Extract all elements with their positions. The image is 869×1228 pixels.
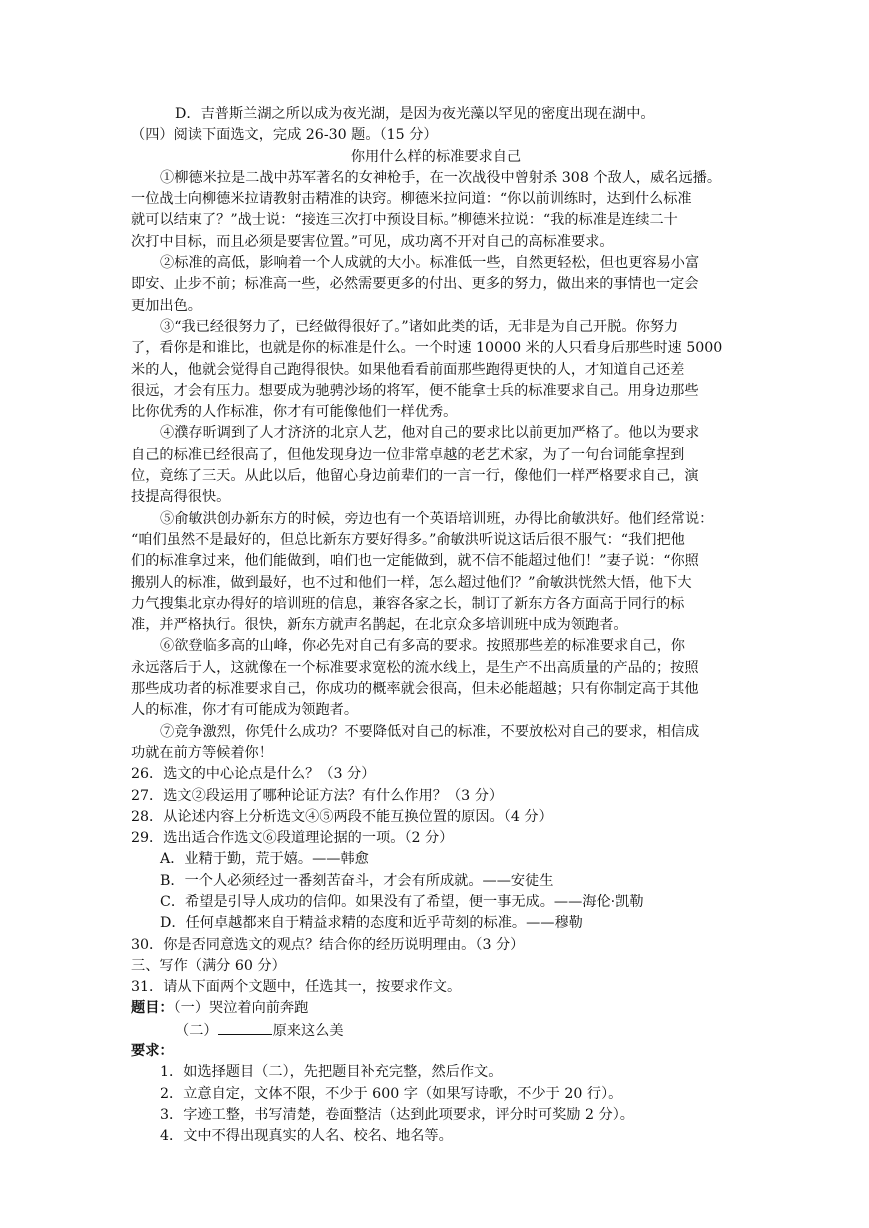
question-31: 31．请从下面两个文题中，任选其一，按要求作文。 [131,979,462,996]
topic-one: （一）哭泣着向前奔跑 [173,1000,309,1017]
question-28: 28．从论述内容上分析选文④⑤两段不能互换位置的原因。（4 分） [131,808,553,825]
article-line: 力气搜集北京办得好的培训班的信息，兼容各家之长，制订了新东方各方面高于同行的标 [131,595,685,612]
topic-one-line [131,998,741,1019]
topic-two-suffix: 原来这么美 [272,1022,344,1039]
article-line: 比你优秀的人作标准，你才有可能像他们一样优秀。 [131,404,458,421]
article-line: ②标准的高低，影响着一个人成就的大小。标准低一些，自然更轻松，但也更容易小富 [160,255,700,272]
article-line: 了，看你是和谁比，也就是你的标准是什么。一个时速 10000 米的人只看身后那些时速 5000 [131,340,723,357]
section-three-heading: 三、写作（满分 60 分） [131,957,286,974]
question-29-option-a: A．业精于勤，荒于嬉。——韩愈 [160,851,369,868]
article-line: 即安、止步不前；标准高一些，必然需要更多的付出、更多的努力，做出来的事情也一定会 [131,276,699,293]
question-29-option-b: B．一个人必须经过一番刻苦奋斗，才会有所成就。——安徒生 [160,872,554,889]
article-line: 就可以结束了？”战士说：“接连三次打中预设目标。”柳德米拉说：“我的标准是连续二十 [131,212,678,229]
topic-two-prefix: （二） [175,1022,218,1039]
requirement-item: 4．文中不得出现真实的人名、校名、地名等。 [160,1128,453,1145]
article-line: “咱们虽然不是最好的，但总比新东方要好得多。”俞敏洪听说这话后很不服气：“我们把他 [131,531,685,548]
article-line: 很远，才会有压力。想要成为驰骋沙场的将军，便不能拿士兵的标准要求自己。用身边那些 [131,382,699,399]
question-30: 30．你是否同意选文的观点？结合你的经历说明理由。（3 分） [131,936,525,953]
question-29: 29．选出适合作选文⑥段道理论据的一项。（2 分） [131,830,454,847]
article-line: 那些成功者的标准要求自己，你成功的概率就会很高，但未必能超越；只有你制定高于其他 [131,681,699,698]
article-line: 搬别人的标准，做到最好，也不过和他们一样，怎么超过他们？”俞敏洪恍然大悟，他下大 [131,574,692,591]
question-27: 27．选文②段运用了哪种论证方法？有什么作用？（3 分） [131,787,504,804]
article-title: 你用什么样的标准要求自己 [350,148,522,165]
requirement-item: 3．字迹工整，书写清楚，卷面整洁（达到此项要求，评分时可奖励 2 分）。 [160,1106,634,1123]
article-line: 米的人，他就会觉得自己跑得很快。如果他看看前面那些跑得更快的人，才知道自己还差 [131,361,685,378]
article-line: ⑤俞敏洪创办新东方的时候，旁边也有一个英语培训班，办得比俞敏洪好。他们经常说： [160,510,714,527]
article-line: 功就在前方等候着你！ [131,744,273,761]
requirements-heading: 要求： [131,1043,174,1060]
article-line: ③“我已经很努力了，已经做得很好了。”诸如此类的话，无非是为自己开脱。你努力 [160,318,679,335]
article-line: ⑦竞争激烈，你凭什么成功？不要降低对自己的标准，不要放松对自己的要求，相信成 [160,723,700,740]
topic-two-blank[interactable] [218,1020,272,1035]
article-line: 永远落后于人，这就像在一个标准要求宽松的流水线上，是生产不出高质量的产品的；按照 [131,659,699,676]
article-line: 更加出色。 [131,297,202,314]
article-line: 技提高得很快。 [131,489,231,506]
article-line: ①柳德米拉是二战中苏军著名的女神枪手，在一次战役中曾射杀 308 个敌人，威名远播。 [160,169,722,186]
article-line: 次打中目标，而且必须是要害位置。”可见，成功离不开对自己的高标准要求。 [131,233,614,250]
question-26: 26．选文的中心论点是什么？（3 分） [131,766,376,783]
requirement-item: 2．立意自定，文体不限，不少于 600 字（如果写诗歌，不少于 20 行）。 [160,1085,623,1102]
page-content [131,104,741,1148]
topic-label: 题目： [131,1000,174,1017]
option-d-previous: D．吉普斯兰湖之所以成为夜光湖，是因为夜光藻以罕见的密度出现在湖中。 [175,106,655,122]
requirement-item: 1．如选择题目（二），先把题目补充完整，然后作文。 [160,1064,503,1081]
article-line: 们的标准拿过来，他们能做到，咱们也一定能做到，就不信不能超过他们！”妻子说：“你照 [131,553,699,570]
article-line: 准，并严格执行。很快，新东方就声名鹊起，在北京众多培训班中成为领跑者。 [131,617,628,634]
article-line: ④濮存昕调到了人才济济的北京人艺，他对自己的要求比以前更加严格了。他以为要求 [160,425,700,442]
article-line: 一位战士向柳德米拉请教射击精准的诀窍。柳德米拉问道：“你以前训练时，达到什么标准 [131,191,692,208]
question-29-option-d: D．任何卓越都来自于精益求精的态度和近乎苛刻的标准。——穆勒 [160,915,583,932]
topic-two-line [131,1020,741,1041]
question-29-option-c: C．希望是引导人成功的信仰。如果没有了希望，便一事无成。——海伦·凯勒 [160,893,644,910]
article-line: 自己的标准已经很高了，但他发现身边一位非常卓越的老艺术家，为了一句台词能拿捏到 [131,446,685,463]
article-line: 位，竟练了三天。从此以后，他留心身边前辈们的一言一行，像他们一样严格要求自己，演 [131,468,699,485]
section-four-heading: （四）阅读下面选文，完成 26-30 题。（15 分） [131,127,438,144]
article-line: 人的标准，你才有可能成为领跑者。 [131,702,359,719]
article-line: ⑥欲登临多高的山峰，你必先对自己有多高的要求。按照那些差的标准要求自己，你 [160,638,685,655]
